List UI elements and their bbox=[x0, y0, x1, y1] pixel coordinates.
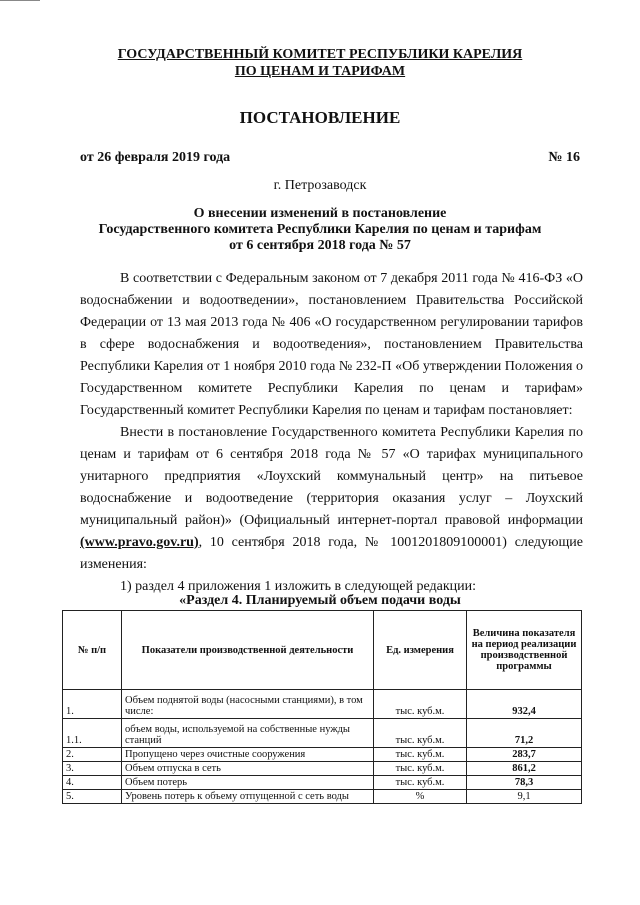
row-number: 2. bbox=[63, 748, 122, 762]
col-indicator: Показатели производственной деятельности bbox=[122, 611, 374, 690]
row-unit: тыс. куб.м. bbox=[374, 748, 467, 762]
row-value: 78,3 bbox=[467, 776, 582, 790]
resolution-text-b: , 10 сентября 2018 года, № 1001201809100001) следующие изменения: bbox=[80, 535, 583, 572]
row-value: 9,1 bbox=[467, 790, 582, 804]
table-row bbox=[63, 790, 582, 804]
pravo-link[interactable]: (www.pravo.gov.ru) bbox=[80, 535, 199, 550]
document-body bbox=[80, 268, 583, 598]
document-date: от 26 февраля 2019 года bbox=[80, 150, 231, 165]
row-number: 1. bbox=[63, 690, 122, 719]
scan-rule bbox=[0, 0, 40, 1]
document-number: № 16 bbox=[548, 150, 580, 165]
row-indicator: объем воды, используемой на собственные нужды станций bbox=[122, 719, 374, 748]
row-indicator: Объем потерь bbox=[122, 776, 374, 790]
col-value: Величина показателя на период реализации производственной программы bbox=[467, 611, 582, 690]
row-unit: тыс. куб.м. bbox=[374, 690, 467, 719]
table-row bbox=[63, 776, 582, 790]
issuer-line-2: ПО ЦЕНАМ И ТАРИФАМ bbox=[234, 64, 406, 79]
row-unit: тыс. куб.м. bbox=[374, 776, 467, 790]
subject-line-1: О внесении изменений в постановление bbox=[193, 206, 447, 221]
paragraph-item-1: 1) раздел 4 приложения 1 изложить в следующей редакции: bbox=[120, 579, 476, 594]
row-number: 4. bbox=[63, 776, 122, 790]
table-header-row bbox=[63, 611, 582, 690]
paragraph-preamble: В соответствии с Федеральным законом от 7 декабря 2011 года № 416-ФЗ «О водоснабжении и водоотведении», постановлением Правительства Российской Федерации от 13 мая 2013 года № 406 «О государственном регулировании тарифов в сфере водоснабжения и водоотведения», постановлением Правительства Республики Карелия от 1 ноября 2010 года № 232-П «Об утверждении Положения о Государственном комитете Республики Карелия по ценам и тарифам» Государственный комитет Республики Карелия по ценам и тарифам постановляет: bbox=[80, 271, 583, 418]
row-value: 861,2 bbox=[467, 762, 582, 776]
row-number: 1.1. bbox=[63, 719, 122, 748]
document-type: ПОСТАНОВЛЕНИЕ bbox=[239, 108, 401, 127]
col-number: № п/п bbox=[63, 611, 122, 690]
table-caption: «Раздел 4. Планируемый объем подачи воды bbox=[179, 593, 461, 608]
table-row bbox=[63, 748, 582, 762]
row-indicator: Объем поднятой воды (насосными станциями), в том числе: bbox=[122, 690, 374, 719]
subject-line-3: от 6 сентября 2018 года № 57 bbox=[229, 238, 411, 253]
resolution-text-a: Внести в постановление Государственного комитета Республики Карелия по ценам и тарифам от 6 сентября 2018 года № 57 «О тарифах муниципального унитарного предприятия «Лоухский коммунальный центр» на питьевое водоснабжение и водоотведение (территория оказания услуг – Лоухский муниципальный район)» (Официальный интернет-портал правовой информации bbox=[80, 425, 583, 528]
paragraph-resolution bbox=[80, 422, 583, 576]
row-value: 932,4 bbox=[467, 690, 582, 719]
row-indicator: Уровень потерь к объему отпущенной с сеть воды bbox=[122, 790, 374, 804]
col-unit: Ед. измерения bbox=[374, 611, 467, 690]
row-number: 3. bbox=[63, 762, 122, 776]
table-row bbox=[63, 690, 582, 719]
subject-line-2: Государственного комитета Республики Карелия по ценам и тарифам bbox=[98, 222, 542, 237]
row-unit: тыс. куб.м. bbox=[374, 762, 467, 776]
table-row bbox=[63, 719, 582, 748]
row-value: 283,7 bbox=[467, 748, 582, 762]
row-indicator: Пропущено через очистные сооружения bbox=[122, 748, 374, 762]
issuer-line-1: ГОСУДАРСТВЕННЫЙ КОМИТЕТ РЕСПУБЛИКИ КАРЕЛИЯ bbox=[117, 47, 523, 62]
water-supply-table bbox=[62, 610, 582, 804]
document-city: г. Петрозаводск bbox=[273, 178, 367, 193]
row-unit: тыс. куб.м. bbox=[374, 719, 467, 748]
table-row bbox=[63, 762, 582, 776]
row-indicator: Объем отпуска в сеть bbox=[122, 762, 374, 776]
document-subject bbox=[0, 206, 640, 254]
row-unit: % bbox=[374, 790, 467, 804]
row-value: 71,2 bbox=[467, 719, 582, 748]
issuer-header bbox=[0, 46, 640, 80]
row-number: 5. bbox=[63, 790, 122, 804]
